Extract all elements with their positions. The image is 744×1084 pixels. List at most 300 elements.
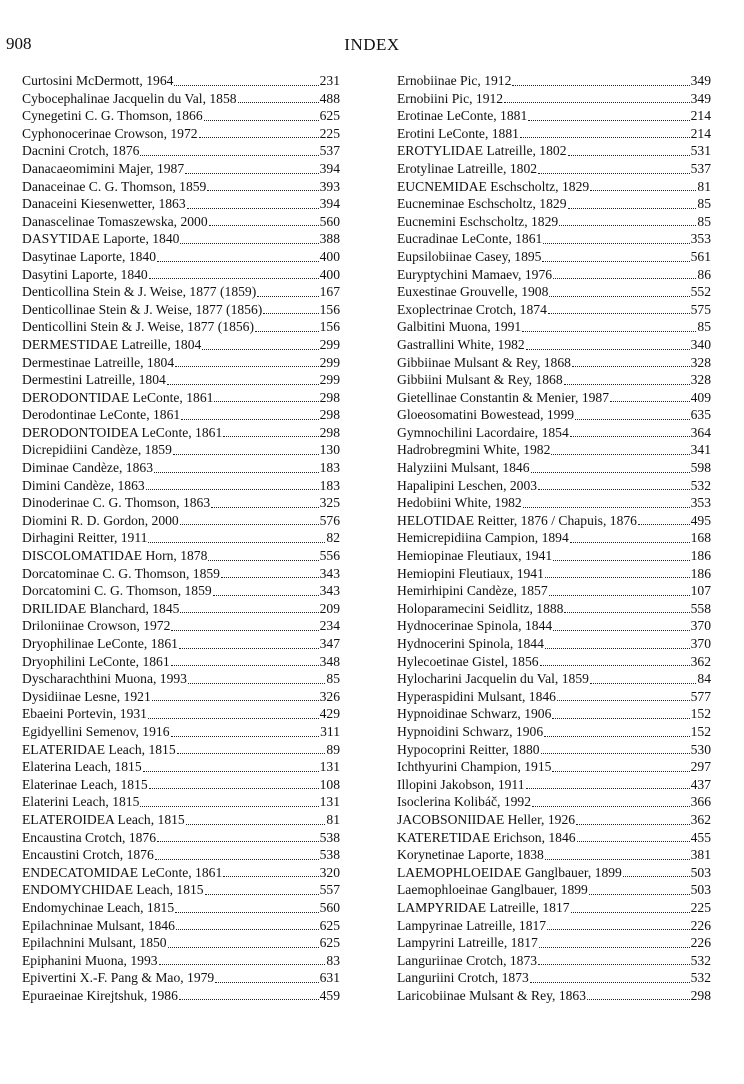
dot-leader: [174, 84, 318, 86]
index-entry: [22, 389, 340, 407]
dot-leader: [610, 400, 690, 402]
index-entry: [397, 389, 711, 407]
dot-leader: [549, 295, 689, 297]
entry-page-number: 532: [690, 952, 711, 968]
entry-name: Dinoderinae C. G. Thomson, 1863: [22, 495, 211, 511]
entry-name: Diminae Candèze, 1863: [22, 460, 153, 476]
dot-leader: [590, 682, 696, 684]
entry-name: Hyperaspidini Mulsant, 1846: [397, 688, 556, 704]
index-entry: [22, 213, 340, 231]
entry-page-number: 107: [690, 583, 711, 599]
index-entry: [397, 969, 711, 987]
index-entry: [22, 459, 340, 477]
index-entry: [22, 336, 340, 354]
entry-name: Elaterina Leach, 1815: [22, 759, 142, 775]
dot-leader: [173, 453, 319, 455]
dot-leader: [176, 928, 319, 930]
index-entry: [22, 899, 340, 917]
entry-name: Illopini Jakobson, 1911: [397, 776, 525, 792]
index-entry: [397, 688, 711, 706]
entry-name: Isoclerina Kolibáč, 1992: [397, 794, 532, 810]
dot-leader: [541, 752, 690, 754]
entry-name: Ichthyurini Champion, 1915: [397, 759, 552, 775]
entry-name: Dasytinae Laporte, 1840: [22, 248, 157, 264]
index-entry: [397, 705, 711, 723]
entry-name: Elaterini Leach, 1815: [22, 794, 140, 810]
entry-page-number: 299: [319, 336, 340, 352]
dot-leader: [167, 383, 319, 385]
entry-name: Dorcatominae C. G. Thomson, 1859: [22, 565, 220, 581]
entry-page-number: 560: [319, 899, 340, 915]
dot-leader: [179, 998, 319, 1000]
entry-page-number: 226: [690, 917, 711, 933]
entry-page-number: 85: [697, 196, 711, 212]
dot-leader: [202, 348, 318, 350]
entry-name: Endomychinae Leach, 1815: [22, 899, 175, 915]
entry-name: Exoplectrinae Crotch, 1874: [397, 301, 547, 317]
entry-name: Hapalipini Leschen, 2003: [397, 477, 538, 493]
dot-leader: [545, 647, 690, 649]
entry-name: Dirhagini Reitter, 1911: [22, 530, 148, 546]
dot-leader: [149, 787, 319, 789]
entry-name: LAMPYRIDAE Latreille, 1817: [397, 899, 570, 915]
index-entry: [22, 617, 340, 635]
entry-name: Erotylinae Latreille, 1802: [397, 160, 538, 176]
dot-leader: [152, 699, 319, 701]
entry-page-number: 366: [690, 794, 711, 810]
dot-leader: [157, 840, 319, 842]
dot-leader: [549, 594, 690, 596]
entry-page-number: 558: [690, 600, 711, 616]
entry-name: Dryophilini LeConte, 1861: [22, 653, 170, 669]
index-entry: [397, 125, 711, 143]
entry-page-number: 343: [319, 583, 340, 599]
index-entry: [22, 248, 340, 266]
index-entry: [397, 477, 711, 495]
dot-leader: [140, 154, 318, 156]
dot-leader: [238, 101, 319, 103]
index-entry: [397, 424, 711, 442]
index-entry: [397, 441, 711, 459]
index-entry: [397, 776, 711, 794]
index-entry: [397, 952, 711, 970]
index-entry: [397, 917, 711, 935]
entry-page-number: 537: [319, 143, 340, 159]
dot-leader: [504, 101, 690, 103]
dot-leader: [223, 875, 318, 877]
dot-leader: [199, 136, 319, 138]
dot-leader: [553, 277, 696, 279]
index-entry: [22, 142, 340, 160]
entry-name: Hylocharini Jacquelin du Val, 1859: [397, 671, 589, 687]
entry-name: Danaceini Kiesenwetter, 1863: [22, 196, 186, 212]
entry-name: Hypnoidini Schwarz, 1906: [397, 723, 544, 739]
index-entry: [397, 829, 711, 847]
entry-page-number: 183: [319, 477, 340, 493]
entry-name: Hydnocerinae Spinola, 1844: [397, 618, 553, 634]
index-entry: [22, 653, 340, 671]
entry-name: Dasytini Laporte, 1840: [22, 266, 148, 282]
index-entry: [22, 758, 340, 776]
dot-leader: [557, 699, 690, 701]
index-entry: [397, 793, 711, 811]
dot-leader: [570, 435, 690, 437]
index-entry: [397, 301, 711, 319]
entry-page-number: 325: [319, 495, 340, 511]
dot-leader: [526, 787, 690, 789]
entry-page-number: 575: [690, 301, 711, 317]
entry-page-number: 225: [319, 125, 340, 141]
index-entry: [397, 864, 711, 882]
entry-name: Dicrepidiini Candèze, 1859: [22, 442, 172, 458]
index-entry: [397, 846, 711, 864]
index-entry: [397, 512, 711, 530]
entry-name: Ebaeini Portevin, 1931: [22, 706, 147, 722]
entry-page-number: 320: [319, 864, 340, 880]
entry-page-number: 226: [690, 935, 711, 951]
entry-name: DERODONTOIDEA LeConte, 1861: [22, 424, 223, 440]
entry-page-number: 152: [690, 706, 711, 722]
entry-page-number: 328: [690, 372, 711, 388]
dot-leader: [159, 963, 326, 965]
dot-leader: [180, 242, 318, 244]
entry-page-number: 348: [319, 653, 340, 669]
entry-name: Hemiopinae Fleutiaux, 1941: [397, 548, 553, 564]
dot-leader: [587, 998, 690, 1000]
entry-name: Dermestini Latreille, 1804: [22, 372, 166, 388]
entry-name: Halyziini Mulsant, 1846: [397, 460, 530, 476]
dot-leader: [543, 242, 689, 244]
entry-page-number: 156: [319, 319, 340, 335]
entry-name: Erotini LeConte, 1881: [397, 125, 519, 141]
entry-name: Epuraeinae Kirejtshuk, 1986: [22, 987, 178, 1003]
entry-name: Ernobiini Pic, 1912: [397, 90, 504, 106]
index-entry: [397, 547, 711, 565]
entry-name: Gymnochilini Lacordaire, 1854: [397, 424, 569, 440]
index-entry: [397, 107, 711, 125]
entry-name: ELATERIDAE Leach, 1815: [22, 741, 176, 757]
dot-leader: [179, 647, 319, 649]
entry-name: LAEMOPHLOEIDAE Ganglbauer, 1899: [397, 864, 622, 880]
entry-name: Dorcatomini C. G. Thomson, 1859: [22, 583, 212, 599]
dot-leader: [532, 805, 690, 807]
index-entry: [22, 283, 340, 301]
index-entry: [397, 283, 711, 301]
index-entry: [22, 424, 340, 442]
entry-page-number: 85: [326, 671, 340, 687]
index-entry: [22, 230, 340, 248]
dot-leader: [140, 805, 318, 807]
index-entry: [22, 107, 340, 125]
index-entry: [397, 635, 711, 653]
entry-name: Dimini Candèze, 1863: [22, 477, 145, 493]
index-entry: [397, 653, 711, 671]
dot-leader: [571, 911, 690, 913]
entry-page-number: 561: [690, 248, 711, 264]
dot-leader: [223, 435, 318, 437]
entry-page-number: 353: [690, 231, 711, 247]
entry-name: Dysidiinae Lesne, 1921: [22, 688, 151, 704]
entry-name: ELATEROIDEA Leach, 1815: [22, 811, 185, 827]
index-entry: [397, 354, 711, 372]
entry-page-number: 364: [690, 424, 711, 440]
index-entry: [397, 758, 711, 776]
index-entry: [22, 266, 340, 284]
dot-leader: [572, 365, 690, 367]
entry-page-number: 326: [319, 688, 340, 704]
entry-page-number: 532: [690, 970, 711, 986]
entry-name: Eucradinae LeConte, 1861: [397, 231, 543, 247]
entry-page-number: 381: [690, 847, 711, 863]
dot-leader: [538, 488, 690, 490]
dot-leader: [553, 629, 689, 631]
index-entry: [22, 776, 340, 794]
entry-page-number: 186: [690, 548, 711, 564]
dot-leader: [155, 858, 319, 860]
entry-name: Denticollinae Stein & J. Weise, 1877 (1856): [22, 301, 263, 317]
entry-name: Euryptychini Mamaev, 1976: [397, 266, 553, 282]
index-entry: [22, 477, 340, 495]
entry-page-number: 131: [319, 759, 340, 775]
entry-page-number: 81: [697, 178, 711, 194]
dot-leader: [564, 383, 690, 385]
dot-leader: [211, 506, 318, 508]
entry-name: HELOTIDAE Reitter, 1876 / Chapuis, 1876: [397, 512, 637, 528]
entry-name: Epilachninae Mulsant, 1846: [22, 917, 175, 933]
index-entry: [397, 600, 711, 618]
entry-page-number: 488: [319, 90, 340, 106]
dot-leader: [570, 541, 690, 543]
index-entry: [22, 987, 340, 1005]
dot-leader: [520, 136, 690, 138]
entry-page-number: 298: [319, 407, 340, 423]
entry-name: Denticollini Stein & J. Weise, 1877 (1856): [22, 319, 254, 335]
entry-name: Languriinae Crotch, 1873: [397, 952, 538, 968]
index-entry: [22, 72, 340, 90]
entry-name: Epilachnini Mulsant, 1850: [22, 935, 167, 951]
entry-page-number: 576: [319, 512, 340, 528]
index-entry: [22, 371, 340, 389]
entry-page-number: 298: [319, 424, 340, 440]
entry-name: Hadrobregmini White, 1982: [397, 442, 551, 458]
entry-page-number: 370: [690, 636, 711, 651]
index-entry: [397, 213, 711, 231]
dot-leader: [186, 823, 326, 825]
index-entry: [397, 318, 711, 336]
entry-page-number: 231: [319, 73, 340, 88]
index-entry: [397, 406, 711, 424]
entry-name: Danascelinae Tomaszewska, 2000: [22, 213, 208, 229]
dot-leader: [143, 770, 319, 772]
dot-leader: [539, 946, 690, 948]
index-entry: [397, 494, 711, 512]
dot-leader: [522, 330, 696, 332]
entry-name: Curtosini McDermott, 1964: [22, 73, 174, 88]
dot-leader: [171, 629, 318, 631]
entry-page-number: 89: [326, 741, 340, 757]
index-entry: [397, 670, 711, 688]
entry-name: Egidyellini Semenov, 1916: [22, 723, 170, 739]
dot-leader: [188, 682, 325, 684]
dot-leader: [148, 717, 319, 719]
index-entry: [397, 142, 711, 160]
index-entry: [22, 178, 340, 196]
entry-page-number: 370: [690, 618, 711, 634]
dot-leader: [213, 594, 319, 596]
dot-leader: [548, 312, 690, 314]
entry-page-number: 625: [319, 108, 340, 124]
dot-leader: [623, 875, 690, 877]
entry-page-number: 437: [690, 776, 711, 792]
entry-name: Gietellinae Constantin & Menier, 1987: [397, 389, 610, 405]
dot-leader: [545, 576, 690, 578]
entry-page-number: 152: [690, 723, 711, 739]
entry-page-number: 298: [319, 389, 340, 405]
entry-page-number: 341: [690, 442, 711, 458]
dot-leader: [538, 172, 690, 174]
entry-name: Encaustina Crotch, 1876: [22, 829, 157, 845]
entry-page-number: 167: [319, 284, 340, 300]
index-entry: [22, 969, 340, 987]
entry-name: Cyphonocerinae Crowson, 1972: [22, 125, 198, 141]
entry-name: Lampyrinae Latreille, 1817: [397, 917, 547, 933]
index-entry: [397, 617, 711, 635]
index-entry: [22, 917, 340, 935]
entry-page-number: 631: [319, 970, 340, 986]
dot-leader: [180, 523, 319, 525]
entry-name: Gibbiini Mulsant & Rey, 1868: [397, 372, 563, 388]
index-entry: [397, 371, 711, 389]
dot-leader: [512, 84, 689, 86]
dot-leader: [542, 260, 689, 262]
entry-page-number: 347: [319, 636, 340, 651]
entry-name: ENDOMYCHIDAE Leach, 1815: [22, 882, 204, 898]
index-entry: [22, 90, 340, 108]
entry-name: EUCNEMIDAE Eschscholtz, 1829: [397, 178, 590, 194]
entry-name: Eucnemini Eschscholtz, 1829: [397, 213, 559, 229]
index-entry: [397, 230, 711, 248]
entry-page-number: 299: [319, 354, 340, 370]
index-entry: [397, 266, 711, 284]
entry-page-number: 552: [690, 284, 711, 300]
index-entry: [397, 811, 711, 829]
entry-page-number: 81: [326, 811, 340, 827]
index-entry: [397, 336, 711, 354]
entry-page-number: 85: [697, 213, 711, 229]
entry-page-number: 538: [319, 847, 340, 863]
dot-leader: [590, 189, 696, 191]
index-entry: [22, 864, 340, 882]
index-entry: [397, 72, 711, 90]
page-number: 908: [6, 34, 32, 53]
entry-name: DERMESTIDAE Latreille, 1804: [22, 336, 202, 352]
entry-name: Holoparamecini Seidlitz, 1888: [397, 600, 564, 616]
index-entry: [22, 125, 340, 143]
index-entry: [397, 529, 711, 547]
dot-leader: [149, 277, 319, 279]
dot-leader: [638, 523, 690, 525]
entry-name: Elaterinae Leach, 1815: [22, 776, 148, 792]
index-entry: [397, 899, 711, 917]
dot-leader: [204, 119, 319, 121]
entry-name: DRILIDAE Blanchard, 1845: [22, 600, 180, 616]
entry-page-number: 108: [319, 776, 340, 792]
entry-name: Danacaeomimini Majer, 1987: [22, 160, 185, 176]
index-entry: [22, 934, 340, 952]
entry-page-number: 168: [690, 530, 711, 546]
index-entry: [22, 688, 340, 706]
entry-name: Lampyrini Latreille, 1817: [397, 935, 538, 951]
entry-page-number: 328: [690, 354, 711, 370]
dot-leader: [257, 295, 318, 297]
entry-page-number: 234: [319, 618, 340, 634]
index-entry: [397, 90, 711, 108]
entry-name: DERODONTIDAE LeConte, 1861: [22, 389, 214, 405]
dot-leader: [577, 840, 690, 842]
entry-name: DASYTIDAE Laporte, 1840: [22, 231, 180, 247]
dot-leader: [575, 418, 690, 420]
entry-page-number: 349: [690, 90, 711, 106]
entry-page-number: 353: [690, 495, 711, 511]
dot-leader: [530, 981, 690, 983]
entry-name: EROTYLIDAE Latreille, 1802: [397, 143, 567, 159]
entry-page-number: 362: [690, 653, 711, 669]
entry-page-number: 455: [690, 829, 711, 845]
entry-name: Gloeosomatini Bowestead, 1999: [397, 407, 575, 423]
dot-leader: [568, 207, 697, 209]
index-entry: [22, 793, 340, 811]
entry-page-number: 635: [690, 407, 711, 423]
entry-page-number: 388: [319, 231, 340, 247]
entry-name: Epiphanini Muona, 1993: [22, 952, 158, 968]
index-entry: [22, 582, 340, 600]
index-entry: [22, 635, 340, 653]
dot-leader: [552, 717, 689, 719]
entry-page-number: 82: [326, 530, 340, 546]
entry-page-number: 531: [690, 143, 711, 159]
entry-name: Cybocephalinae Jacquelin du Val, 1858: [22, 90, 237, 106]
entry-name: Ernobiinae Pic, 1912: [397, 73, 512, 88]
entry-page-number: 393: [319, 178, 340, 194]
entry-name: Korynetinae Laporte, 1838: [397, 847, 544, 863]
dot-leader: [564, 611, 689, 613]
dot-leader: [552, 770, 689, 772]
entry-page-number: 556: [319, 548, 340, 564]
index-entry: [397, 987, 711, 1005]
entry-name: ENDECATOMIDAE LeConte, 1861: [22, 864, 223, 880]
index-entry: [22, 811, 340, 829]
entry-name: Encaustini Crotch, 1876: [22, 847, 154, 863]
index-entry: [22, 160, 340, 178]
entry-name: Dacnini Crotch, 1876: [22, 143, 140, 159]
entry-page-number: 557: [319, 882, 340, 898]
dot-leader: [551, 453, 689, 455]
entry-name: Laemophloeinae Ganglbauer, 1899: [397, 882, 588, 898]
entry-page-number: 156: [319, 301, 340, 317]
entry-name: KATERETIDAE Erichson, 1846: [397, 829, 576, 845]
entry-page-number: 537: [690, 160, 711, 176]
index-entry: [22, 723, 340, 741]
entry-page-number: 429: [319, 706, 340, 722]
entry-page-number: 186: [690, 565, 711, 581]
entry-page-number: 503: [690, 882, 711, 898]
dot-leader: [221, 576, 319, 578]
dot-leader: [526, 348, 690, 350]
entry-name: Hydnocerini Spinola, 1844: [397, 636, 544, 651]
index-entry: [22, 529, 340, 547]
entry-name: Diomini R. D. Gordon, 2000: [22, 512, 179, 528]
dot-leader: [523, 506, 690, 508]
